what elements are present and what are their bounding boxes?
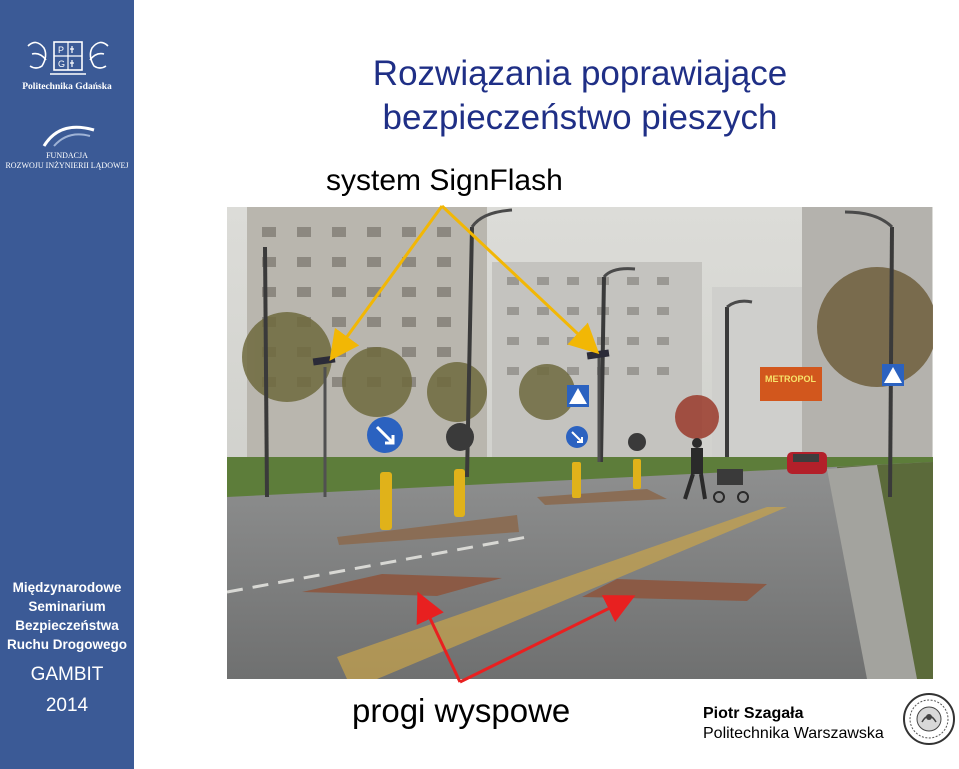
pedestrian-crossing-sign-icon xyxy=(567,385,589,407)
seminar-line: Bezpieczeństwa xyxy=(15,618,119,633)
seminar-line: Międzynarodowe xyxy=(12,580,122,595)
car xyxy=(787,452,827,474)
event-year: 2014 xyxy=(45,695,89,716)
photo-caption: progi wyspowe xyxy=(352,692,571,729)
svg-text:G: G xyxy=(58,59,66,69)
foundation-name-line1: FUNDACJA xyxy=(46,151,88,160)
slide-title-line2: bezpieczeństwo pieszych xyxy=(382,98,778,137)
slide-subtitle: system SignFlash xyxy=(326,164,563,197)
sidebar xyxy=(0,0,134,769)
street-photo xyxy=(227,207,933,679)
politechnika-gdanska-logo xyxy=(22,36,114,80)
university-seal-icon xyxy=(902,692,956,746)
slide-title xyxy=(300,52,860,140)
svg-text:P: P xyxy=(58,45,65,55)
author-affiliation: Politechnika Warszawska xyxy=(703,725,884,742)
seminar-line: Ruchu Drogowego xyxy=(7,637,127,652)
slide-title-line1: Rozwiązania poprawiające xyxy=(372,54,788,93)
seminar-name xyxy=(0,578,134,654)
apartment-block xyxy=(492,262,702,462)
keep-right-sign-icon xyxy=(367,417,403,453)
billboard xyxy=(760,367,822,401)
university-name: Politechnika Gdańska xyxy=(22,82,112,92)
foundation-name-line2: ROZWOJU INŻYNIERII LĄDOWEJ xyxy=(5,161,129,170)
event-name: GAMBIT xyxy=(30,664,104,685)
author-name: Piotr Szagała xyxy=(703,705,804,722)
billboard-text: METROPOL xyxy=(765,374,816,384)
seminar-line: Seminarium xyxy=(28,599,106,614)
foundation-logo xyxy=(40,122,98,148)
pedestrian-crossing-sign-icon xyxy=(882,364,904,386)
keep-right-sign-icon xyxy=(566,426,588,448)
